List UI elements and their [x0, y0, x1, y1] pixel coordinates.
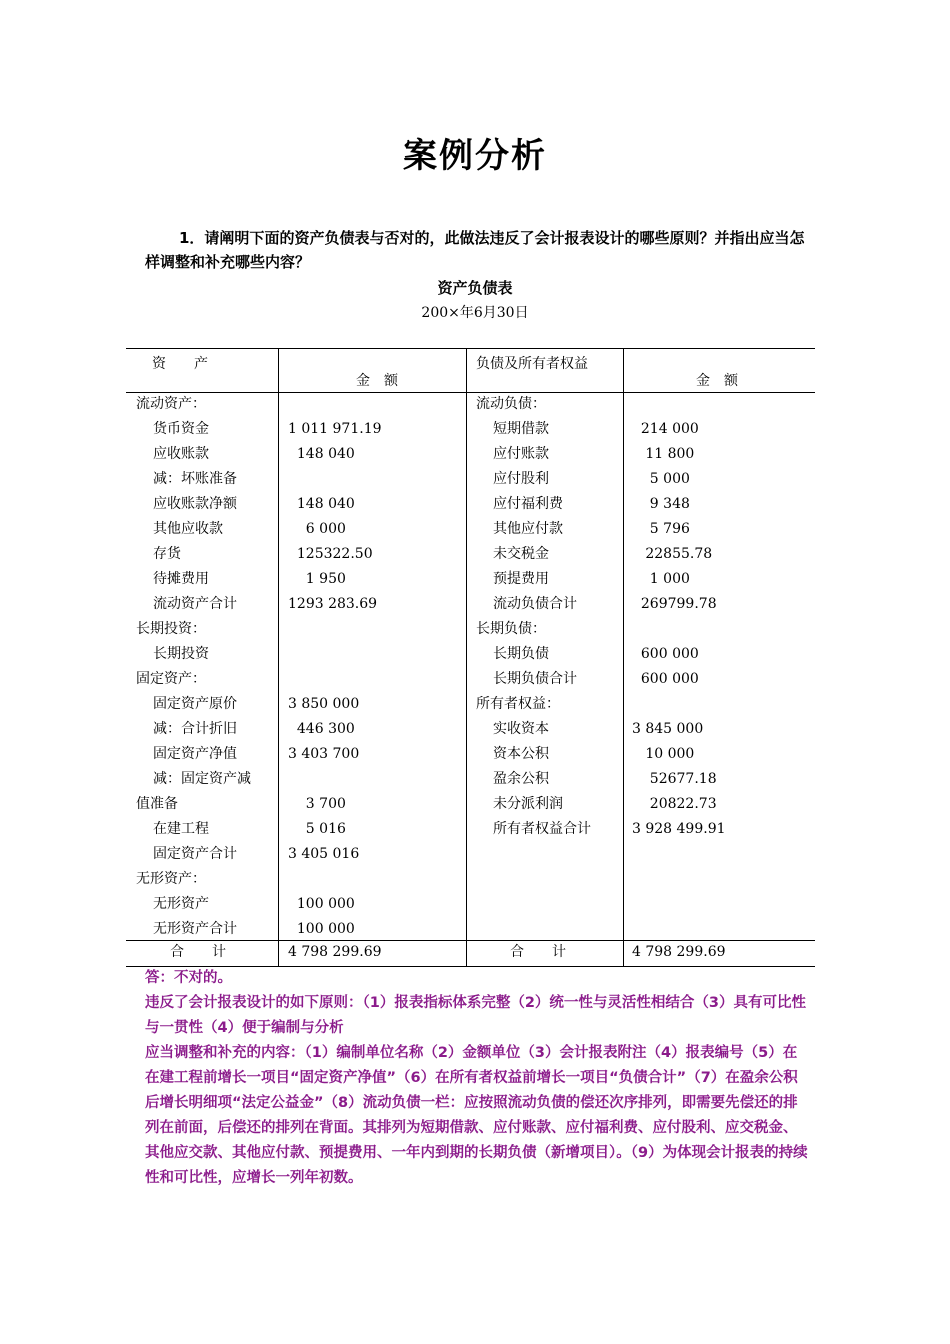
left-row-label: 应收账款	[153, 446, 209, 462]
right-row-label: 流动负债：	[476, 396, 546, 412]
right-row-value: 269799.78	[632, 596, 717, 612]
total-left-label: 合 计	[170, 944, 226, 960]
left-row-label: 无形资产	[153, 896, 209, 912]
left-row-label: 待摊费用	[153, 571, 209, 587]
header-divider	[126, 392, 815, 393]
right-row-value: 10 000	[632, 746, 695, 762]
answer-principles: 违反了会计报表设计的如下原则：（1）报表指标体系完整（2）统一性与灵活性相结合（3）具有可比性与一贯性（4）便于编制与分析	[145, 995, 807, 1036]
left-row-label: 长期投资：	[136, 621, 206, 637]
right-row-label: 所有者权益：	[476, 696, 560, 712]
left-row-value: 1293 283.69	[288, 596, 378, 612]
answer-adjustments: 应当调整和补充的内容：（1）编制单位名称（2）金额单位（3）会计报表附注（4）报表编号（5）在在建工程前增长一项目“固定资产净值”（6）在所有者权益前增长一项目“负债合计”（7）在盈余公积后增长明细项“法定公益金”（8）流动负债一栏：应按照流动负债的偿还次序排列，即需要先偿还的排列在前面，后偿还的排列在背面。其排列为短期借款、应付账款、应付福利费、应付股利、应交税金、其他应交款、其他应付款、预提费用、一年内到期的长期负债（新增项目）。（9）为体现会计报表的持续性和可比性，应增长一列年初数。	[145, 1045, 808, 1186]
right-row-value: 11 800	[632, 446, 695, 462]
left-row-label: 固定资产原价	[153, 696, 237, 712]
left-row-label: 长期投资	[153, 646, 209, 662]
right-row-value: 3 845 000	[632, 721, 704, 737]
total-right-value: 4 798 299.69	[632, 944, 726, 960]
right-row-label: 未交税金	[493, 546, 549, 562]
header-assets: 资 产	[152, 356, 208, 372]
left-row-label: 固定资产：	[136, 671, 206, 687]
right-row-value: 5 796	[632, 521, 690, 537]
right-row-value: 20822.73	[632, 796, 717, 812]
right-row-label: 流动负债合计	[493, 596, 577, 612]
right-row-label: 预提费用	[493, 571, 549, 587]
total-left-value: 4 798 299.69	[288, 944, 382, 960]
right-row-value: 1 000	[632, 571, 690, 587]
left-row-value: 5 016	[288, 821, 346, 837]
column-divider	[623, 349, 624, 966]
left-row-value: 3 850 000	[288, 696, 360, 712]
left-row-label: 无形资产合计	[153, 921, 237, 937]
left-row-label: 无形资产：	[136, 871, 206, 887]
right-row-label: 应付股利	[493, 471, 549, 487]
right-row-label: 短期借款	[493, 421, 549, 437]
left-row-value: 3 403 700	[288, 746, 360, 762]
left-row-label: 货币资金	[153, 421, 209, 437]
left-row-value: 3 700	[288, 796, 346, 812]
column-divider	[466, 349, 467, 966]
left-row-label: 在建工程	[153, 821, 209, 837]
right-row-value: 600 000	[632, 646, 699, 662]
answer-section	[145, 966, 810, 1191]
right-row-value: 22855.78	[632, 546, 713, 562]
left-row-value: 148 040	[288, 446, 355, 462]
column-divider	[278, 349, 279, 966]
left-row-label: 减：固定资产减	[153, 771, 251, 787]
left-row-value: 148 040	[288, 496, 355, 512]
left-row-value: 446 300	[288, 721, 355, 737]
question-text	[145, 226, 810, 274]
left-row-value: 1 950	[288, 571, 346, 587]
left-row-label: 流动资产合计	[153, 596, 237, 612]
left-row-label: 固定资产合计	[153, 846, 237, 862]
right-row-label: 应付账款	[493, 446, 549, 462]
right-row-value: 3 928 499.91	[632, 821, 726, 837]
left-row-label: 值准备	[136, 796, 178, 812]
right-row-value: 600 000	[632, 671, 699, 687]
left-row-label: 其他应收款	[153, 521, 223, 537]
right-row-label: 其他应付款	[493, 521, 563, 537]
page-title: 案例分析	[403, 136, 547, 176]
header-amount-2: 金 额	[696, 373, 738, 389]
left-row-label: 存货	[153, 546, 181, 562]
right-row-value: 52677.18	[632, 771, 717, 787]
left-row-value: 100 000	[288, 896, 355, 912]
right-row-label: 未分派利润	[493, 796, 563, 812]
right-row-label: 盈余公积	[493, 771, 549, 787]
table-date: 200×年6月30日	[421, 305, 529, 321]
left-row-value: 1 011 971.19	[288, 421, 382, 437]
left-row-value: 3 405 016	[288, 846, 360, 862]
question-body: 1．请阐明下面的资产负债表与否对的，此做法违反了会计报表设计的哪些原则？并指出应当怎样调整和补充哪些内容？	[145, 229, 805, 271]
right-row-value: 5 000	[632, 471, 690, 487]
right-row-label: 应付福利费	[493, 496, 563, 512]
left-row-value: 6 000	[288, 521, 346, 537]
balance-sheet-table	[126, 348, 815, 967]
right-row-label: 所有者权益合计	[493, 821, 591, 837]
table-title: 资产负债表	[437, 279, 513, 297]
left-row-label: 减：坏账准备	[153, 471, 237, 487]
right-row-label: 实收资本	[493, 721, 549, 737]
right-row-label: 资本公积	[493, 746, 549, 762]
left-row-label: 减：合计折旧	[153, 721, 237, 737]
total-right-label: 合 计	[510, 944, 566, 960]
left-row-value: 125322.50	[288, 546, 373, 562]
left-row-value: 100 000	[288, 921, 355, 937]
left-row-label: 流动资产：	[136, 396, 206, 412]
left-row-label: 固定资产净值	[153, 746, 237, 762]
right-row-label: 长期负债：	[476, 621, 546, 637]
right-row-label: 长期负债合计	[493, 671, 577, 687]
header-amount: 金 额	[356, 373, 398, 389]
right-row-value: 214 000	[632, 421, 699, 437]
answer-verdict: 答：不对的。	[145, 970, 232, 986]
right-row-label: 长期负债	[493, 646, 549, 662]
right-row-value: 9 348	[632, 496, 690, 512]
left-row-label: 应收账款净额	[153, 496, 237, 512]
header-liabilities: 负债及所有者权益	[476, 356, 588, 372]
